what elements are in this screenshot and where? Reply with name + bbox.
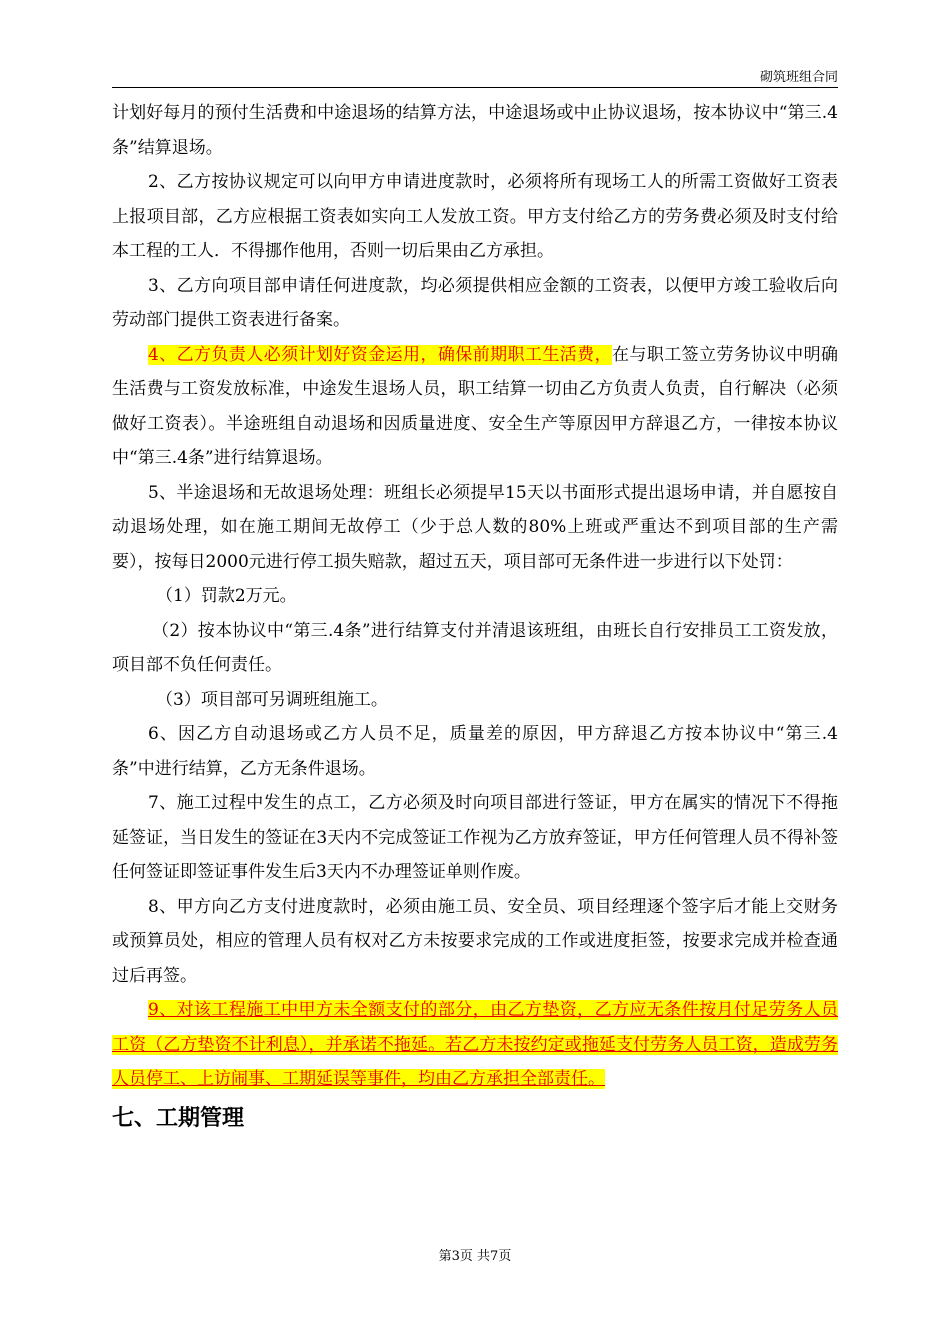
clause-8: 8、甲方向乙方支付进度款时，必须由施工员、安全员、项目经理逐个签字后才能上交财务或预算员处，相应的管理人员有权对乙方未按要求完成的工作或进度拒签，按要求完成并检查通过后再签。 (112, 896, 838, 986)
clause-6: 6、因乙方自动退场或乙方人员不足，质量差的原因，甲方辞退乙方按本协议中“第三.4条”中进行结算，乙方无条件退场。 (112, 724, 838, 779)
clause-5-item-2: （2）按本协议中“第三.4条”进行结算支付并清退该班组，由班长自行安排员工工资发放，项目部不负任何责任。 (112, 620, 838, 675)
document-body (112, 96, 838, 1139)
clause-2: 2、乙方按协议规定可以向甲方申请进度款时，必须将所有现场工人的所需工资做好工资表上报项目部，乙方应根据工资表如实向工人发放工资。甲方支付给乙方的劳务费必须及时支付给本工程的工人．不得挪作他用，否则一切后果由乙方承担。 (112, 172, 838, 261)
clause-3: 3、乙方向项目部申请任何进度款，均必须提供相应金额的工资表，以便甲方竣工验收后向劳动部门提供工资表进行备案。 (112, 275, 838, 330)
clause-4 (112, 338, 838, 476)
paragraph-continuation: 计划好每月的预付生活费和中途退场的结算方法，中途退场或中止协议退场，按本协议中“第三.4条”结算退场。 (112, 103, 838, 158)
header-divider (112, 87, 838, 88)
clause-9 (112, 993, 838, 1097)
document-header-title: 砌筑班组合同 (759, 70, 838, 85)
clause-4-highlight: 4、乙方负责人必须计划好资金运用，确保前期职工生活费， (148, 344, 613, 365)
clause-7: 7、施工过程中发生的点工，乙方必须及时向项目部进行签证，甲方在属实的情况下不得拖延签证，当日发生的签证在3天内不完成签证工作视为乙方放弃签证，甲方任何管理人员不得补签任何签证即签证事件发生后3天内不办理签证单则作废。 (112, 793, 838, 882)
section-heading-schedule: 七、工期管理 (112, 1105, 245, 1131)
clause-5-item-3: （3）项目部可另调班组施工。 (156, 689, 388, 710)
clause-5-item-1: （1）罚款2万元。 (156, 586, 297, 606)
clause-5: 5、半途退场和无故退场处理：班组长必须提早15天以书面形式提出退场申请，并自愿按自动退场处理，如在施工期间无故停工（少于总人数的80%上班或严重达不到项目部的生产需要），按每日2000元进行停工损失赔款，超过五天，项目部可无条件进一步进行以下处罚： (112, 482, 838, 572)
clause-4-rest: 在与职工签立劳务协议中明确生活费与工资发放标准，中途发生退场人员，职工结算一切由乙方负责人负责，自行解决（必须做好工资表）。半途班组自动退场和因质量进度、安全生产等原因甲方辞退乙方，一律按本协议中“第三.4条”进行结算退场。 (112, 344, 838, 468)
page-number: 第3页 共7页 (438, 1249, 512, 1264)
clause-9-highlight: 9、对该工程施工中甲方未全额支付的部分，由乙方垫资，乙方应无条件按月付足劳务人员工资（乙方垫资不计利息），并承诺不拖延。若乙方未按约定或拖延支付劳务人员工资，造成劳务人员停工、上访闹事、工期延误等事件，均由乙方承担全部责任。 (112, 1000, 838, 1089)
